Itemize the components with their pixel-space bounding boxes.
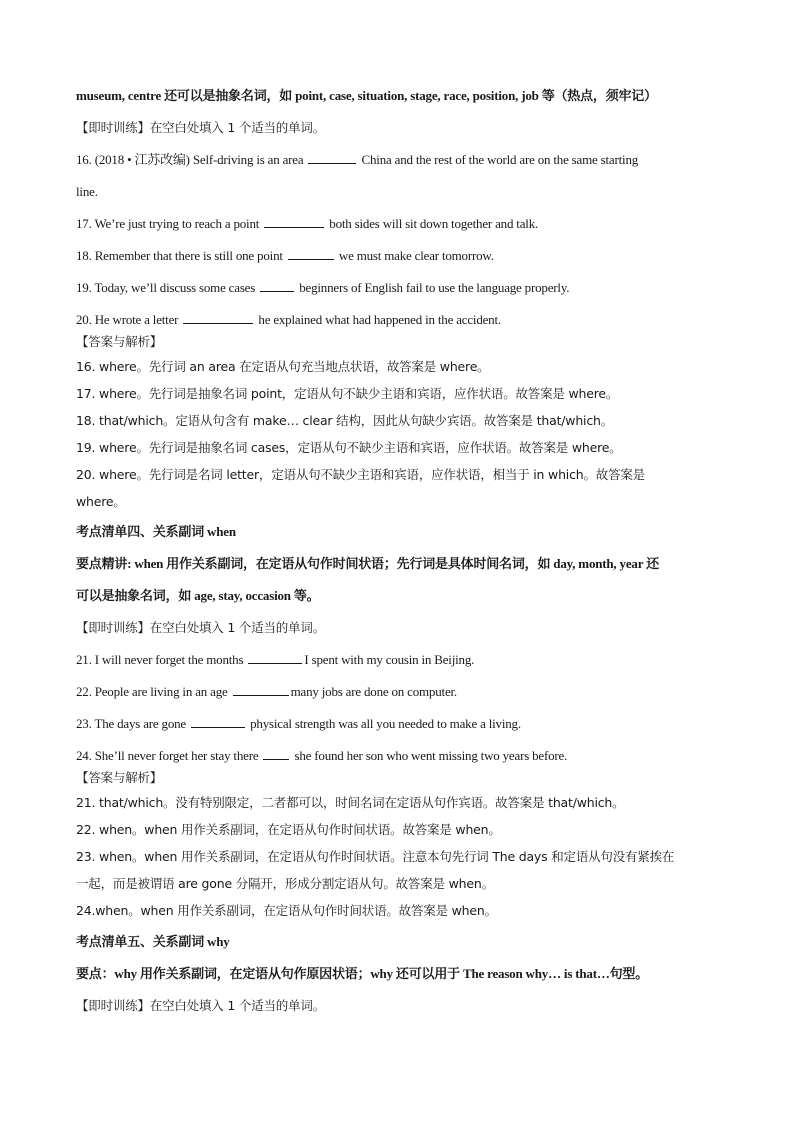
question-text: he explained what had happened in the accident. bbox=[255, 312, 501, 327]
question-text: many jobs are done on computer. bbox=[290, 684, 457, 699]
question-text: physical strength was all you needed to make a living. bbox=[247, 716, 521, 731]
answer-20: 20. where。先行词是名词 letter，定语从句不缺少主语和宾语，应作状语，相当于 in which。故答案是 bbox=[76, 467, 645, 482]
answer-blank[interactable] bbox=[288, 247, 334, 260]
answer-23-continued: 一起，而是被谓语 are gone 分隔开，形成分割定语从句。故答案是 when。 bbox=[76, 876, 494, 891]
answer-blank[interactable] bbox=[233, 683, 289, 696]
question-text: I spent with my cousin in Beijing. bbox=[304, 652, 475, 667]
key-point-4-continued: 可以是抽象名词，如 age, stay, occasion 等。 bbox=[76, 588, 320, 603]
question-19 bbox=[76, 279, 734, 297]
exercise-instruction: 【即时训练】在空白处填入 1 个适当的单词。 bbox=[76, 998, 326, 1013]
question-text: 19. Today, we’ll discuss some cases bbox=[76, 280, 259, 295]
question-text: we must make clear tomorrow. bbox=[335, 248, 494, 263]
question-16-continued: line. bbox=[76, 184, 98, 199]
answer-23: 23. when。when 用作关系副词，在定语从句作时间状语。注意本句先行词 The days 和定语从句没有紧挨在 bbox=[76, 849, 675, 864]
answer-heading: 【答案与解析】 bbox=[76, 334, 163, 349]
answer-24: 24.when。when 用作关系副词，在定语从句作时间状语。故答案是 when。 bbox=[76, 903, 497, 918]
question-18 bbox=[76, 247, 734, 265]
question-21 bbox=[76, 651, 734, 669]
question-text: beginners of English fail to use the language properly. bbox=[296, 280, 570, 295]
question-text: she found her son who went missing two years before. bbox=[291, 748, 568, 763]
answer-blank[interactable] bbox=[260, 279, 294, 292]
answer-blank[interactable] bbox=[248, 651, 302, 664]
answer-19: 19. where。先行词是抽象名词 cases，定语从句不缺少主语和宾语，应作状语。故答案是 where。 bbox=[76, 440, 622, 455]
question-17 bbox=[76, 215, 734, 233]
answer-16: 16. where。先行词 an area 在定语从句充当地点状语，故答案是 where。 bbox=[76, 359, 490, 374]
section-heading-4: 考点清单四、关系副词 when bbox=[76, 524, 236, 539]
question-text: 22. People are living in an age bbox=[76, 684, 231, 699]
question-text: 17. We’re just trying to reach a point bbox=[76, 216, 263, 231]
exercise-instruction: 【即时训练】在空白处填入 1 个适当的单词。 bbox=[76, 120, 326, 135]
question-text: 24. She’ll never forget her stay there bbox=[76, 748, 262, 763]
answer-blank[interactable] bbox=[308, 151, 356, 164]
question-text: 18. Remember that there is still one point bbox=[76, 248, 286, 263]
exercise-instruction: 【即时训练】在空白处填入 1 个适当的单词。 bbox=[76, 620, 326, 635]
question-20 bbox=[76, 311, 734, 329]
answer-18: 18. that/which。定语从句含有 make… clear 结构，因此从句缺少宾语。故答案是 that/which。 bbox=[76, 413, 614, 428]
answer-blank[interactable] bbox=[263, 747, 289, 760]
question-23 bbox=[76, 715, 734, 733]
answer-blank[interactable] bbox=[264, 215, 324, 228]
answer-heading: 【答案与解析】 bbox=[76, 770, 163, 785]
answer-blank[interactable] bbox=[183, 311, 253, 324]
answer-20-continued: where。 bbox=[76, 494, 126, 509]
question-22 bbox=[76, 683, 734, 701]
answer-17: 17. where。先行词是抽象名词 point，定语从句不缺少主语和宾语，应作状语。故答案是 where。 bbox=[76, 386, 619, 401]
answer-21: 21. that/which。没有特别限定，二者都可以，时间名词在定语从句作宾语。故答案是 that/which。 bbox=[76, 795, 625, 810]
question-24 bbox=[76, 747, 734, 765]
question-text: 23. The days are gone bbox=[76, 716, 190, 731]
question-text: 20. He wrote a letter bbox=[76, 312, 182, 327]
intro-note: museum, centre 还可以是抽象名词，如 point, case, situation, stage, race, position, job 等（热点，须牢记） bbox=[76, 88, 657, 103]
question-text: both sides will sit down together and talk. bbox=[326, 216, 539, 231]
question-text: China and the rest of the world are on the same starting bbox=[358, 152, 639, 167]
answer-22: 22. when。when 用作关系副词，在定语从句作时间状语。故答案是 when。 bbox=[76, 822, 501, 837]
section-heading-5: 考点清单五、关系副词 why bbox=[76, 934, 230, 949]
question-text: 16. (2018 • 江苏改编) Self-driving is an area bbox=[76, 152, 307, 167]
key-point-4: 要点精讲: when 用作关系副词，在定语从句作时间状语；先行词是具体时间名词，如 day, month, year 还 bbox=[76, 556, 659, 571]
key-point-5: 要点：why 用作关系副词，在定语从句作原因状语；why 还可以用于 The reason why… is that…句型。 bbox=[76, 966, 649, 981]
question-16 bbox=[76, 151, 734, 169]
answer-blank[interactable] bbox=[191, 715, 245, 728]
question-text: 21. I will never forget the months bbox=[76, 652, 247, 667]
